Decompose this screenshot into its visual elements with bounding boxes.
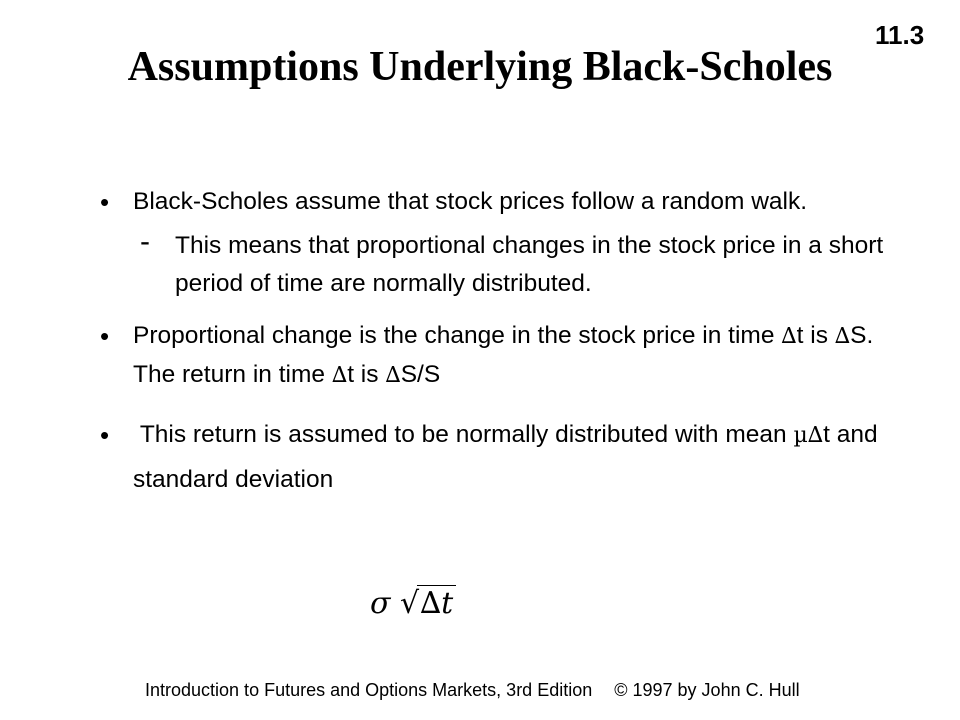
- bullet-list: [100, 183, 900, 502]
- bullet-text: This return is assumed to be normally distributed with mean µ∆t and standard deviation: [133, 421, 878, 493]
- slide-number: 11.3: [875, 20, 925, 50]
- sigma-sqrt-formula: [370, 585, 456, 621]
- footer-book: Introduction to Futures and Options Markets, 3rd Edition: [145, 680, 593, 700]
- delta-symbol: ∆: [385, 363, 401, 388]
- bullet-text: Black-Scholes assume that stock prices follow a random walk.: [133, 188, 808, 215]
- footer: [145, 680, 800, 701]
- slide-title: Assumptions Underlying Black-Scholes: [127, 44, 833, 90]
- delta-symbol: ∆: [331, 363, 348, 388]
- delta-symbol: ∆: [807, 423, 824, 448]
- sub-bullet-text: This means that proportional changes in the stock price in a short period of time are normally distributed.: [175, 232, 884, 297]
- formula-radicand: ∆t: [417, 585, 456, 621]
- dash-marker: -: [140, 225, 150, 258]
- bullet-item: [100, 317, 900, 395]
- bullet-marker: •: [100, 321, 110, 351]
- delta-symbol: ∆: [781, 324, 797, 349]
- sqrt-symbol: √: [400, 586, 420, 621]
- bullet-marker: •: [100, 187, 110, 217]
- mu-symbol: µ: [793, 423, 808, 448]
- bullet-marker: •: [100, 420, 110, 450]
- delta-symbol: ∆: [834, 324, 851, 349]
- sub-bullet-item: [140, 227, 900, 303]
- bullet-item: [100, 413, 900, 502]
- bullet-item: [100, 183, 900, 221]
- bullet-text: Proportional change is the change in the stock price in time ∆t is ∆S. The return in time ∆t is ∆S/S: [133, 322, 874, 388]
- sigma-symbol: σ: [370, 586, 391, 621]
- footer-copyright: © 1997 by John C. Hull: [614, 680, 800, 700]
